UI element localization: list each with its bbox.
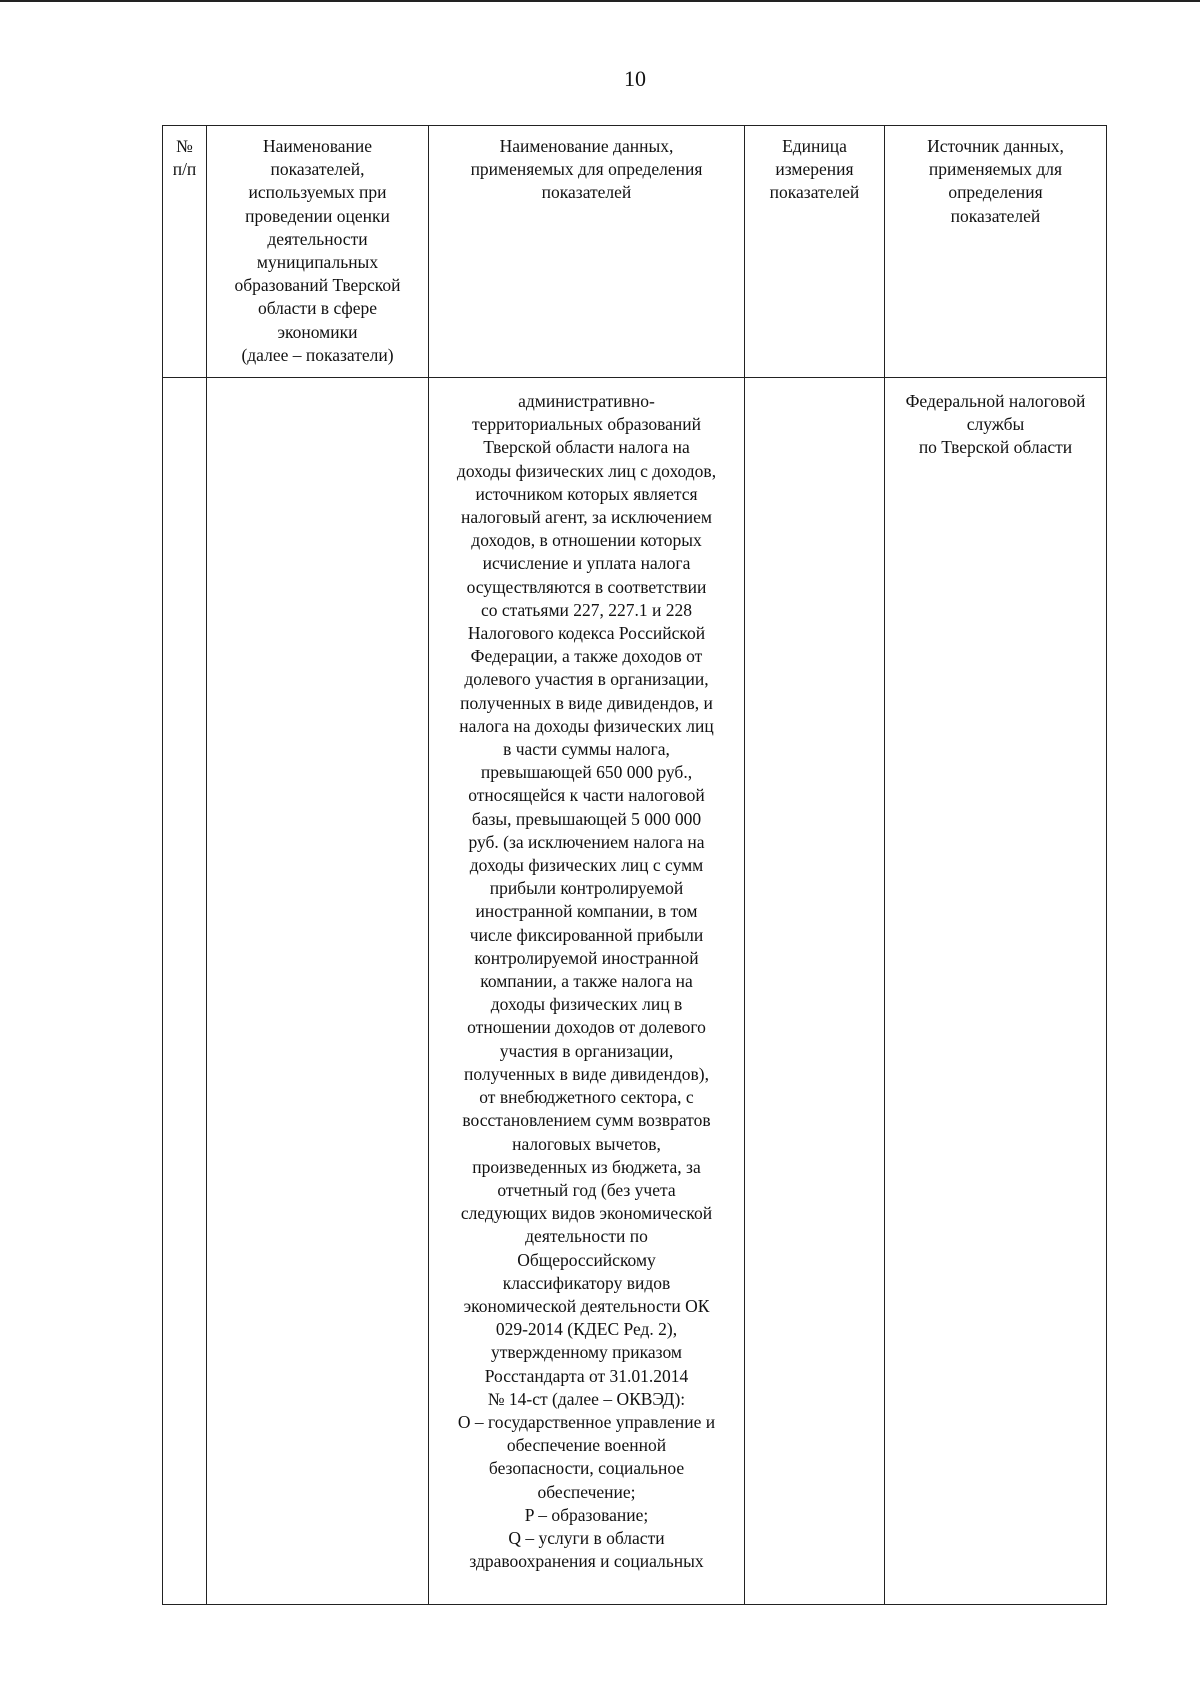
cell-source-text xyxy=(889,390,1102,460)
header-data-name xyxy=(429,126,745,378)
text-line: показателей xyxy=(950,205,1041,226)
text-line: области в сфере xyxy=(257,298,378,319)
header-unit xyxy=(745,126,885,378)
text-line: службы xyxy=(966,414,1025,435)
cell-indicator-name xyxy=(207,378,429,1605)
text-line: Федеральной налоговой xyxy=(905,391,1086,411)
text-line: классификатору видов xyxy=(502,1272,671,1293)
header-source-text xyxy=(889,135,1102,228)
text-line: муниципальных xyxy=(256,252,379,273)
cell-unit xyxy=(745,378,885,1605)
text-line: источником которых является xyxy=(475,483,698,504)
text-line: превышающей 650 000 руб., xyxy=(480,762,693,783)
text-line: измерения xyxy=(775,159,854,180)
table-header-row xyxy=(163,126,1107,378)
header-data-name-text xyxy=(433,135,740,205)
text-line: образований Тверской xyxy=(234,275,401,296)
header-source xyxy=(885,126,1107,378)
header-indicator-name xyxy=(207,126,429,378)
text-line: полученных в виде дивидендов), xyxy=(464,1063,709,1084)
text-line: деятельности xyxy=(267,228,368,249)
header-unit-text xyxy=(749,135,880,205)
text-line: долевого участия в организации, xyxy=(464,669,709,690)
cell-num xyxy=(163,378,207,1605)
text-line: компании, а также налога на xyxy=(480,971,693,992)
text-line: в части суммы налога, xyxy=(503,739,670,760)
text-line: экономики xyxy=(277,321,358,342)
text-line: № 14-ст (далее – ОКВЭД): xyxy=(487,1388,686,1409)
page-top-border xyxy=(0,0,1200,2)
text-line: контролируемой иностранной xyxy=(474,947,699,968)
text-line: (далее – показатели) xyxy=(241,344,394,365)
cell-source xyxy=(885,378,1107,1605)
text-line: Росстандарта от 31.01.2014 xyxy=(484,1365,689,1386)
text-line: P – образование; xyxy=(524,1504,649,1525)
text-line: относящейся к части налоговой xyxy=(468,785,705,806)
text-line: восстановлением сумм возвратов xyxy=(462,1110,711,1131)
text-line: от внебюджетного сектора, с xyxy=(479,1087,694,1108)
text-line: Федерации, а также доходов от xyxy=(470,646,703,667)
text-line: отчетный год (без учета xyxy=(497,1179,676,1200)
text-line: обеспечение; xyxy=(537,1481,636,1502)
text-line: применяемых для определения xyxy=(470,159,703,180)
text-line: со статьями 227, 227.1 и 228 xyxy=(480,599,693,620)
text-line: отношении доходов от долевого xyxy=(467,1017,706,1038)
text-line: Источник данных, xyxy=(927,136,1064,156)
text-line: участия в организации, xyxy=(499,1040,674,1061)
text-line: налоговый агент, за исключением xyxy=(461,507,712,528)
text-line: Наименование xyxy=(262,136,373,156)
text-line: Налогового кодекса Российской xyxy=(467,623,706,644)
header-num-text xyxy=(167,135,202,181)
text-line: п/п xyxy=(172,159,197,180)
text-line: № xyxy=(176,136,193,156)
text-line: показателей xyxy=(769,182,860,203)
text-line: доходы физических лиц в xyxy=(490,994,683,1015)
text-line: 029-2014 (КДЕС Ред. 2), xyxy=(495,1319,678,1340)
text-line: иностранной компании, в том xyxy=(475,901,698,922)
text-line: исчисление и уплата налога xyxy=(482,553,691,574)
text-line: Тверской области налога на xyxy=(483,437,690,458)
text-line: обеспечение военной xyxy=(506,1435,667,1456)
text-line: доходы физических лиц с доходов, xyxy=(456,460,717,481)
text-line: следующих видов экономической xyxy=(460,1203,713,1224)
text-line: административно- xyxy=(518,391,655,411)
text-line: доходы физических лиц с сумм xyxy=(469,855,704,876)
text-line: по Тверской области xyxy=(918,437,1073,458)
header-indicator-name-text xyxy=(211,135,424,367)
text-line: Единица xyxy=(782,136,847,156)
text-line: доходов, в отношении которых xyxy=(471,530,702,551)
text-line: утвержденному приказом xyxy=(491,1342,682,1363)
text-line: базы, превышающей 5 000 000 xyxy=(471,808,702,829)
text-line: Q – услуги в области xyxy=(508,1527,665,1548)
text-line: Общероссийскому xyxy=(517,1249,656,1270)
text-line: определения xyxy=(948,182,1043,203)
text-line: налога на доходы физических лиц xyxy=(459,715,714,736)
page-number: 10 xyxy=(624,66,646,91)
text-line: прибыли контролируемой xyxy=(489,878,684,899)
text-line: числе фиксированной прибыли xyxy=(469,924,704,945)
indicators-table xyxy=(162,125,1107,1605)
text-line: показателей, xyxy=(270,159,365,180)
text-line: произведенных из бюджета, за xyxy=(472,1156,701,1177)
header-num xyxy=(163,126,207,378)
text-line: Наименование данных, xyxy=(499,136,674,156)
cell-data-name xyxy=(429,378,745,1605)
text-line: полученных в виде дивидендов, и xyxy=(460,692,713,713)
text-line: безопасности, социальное xyxy=(488,1458,685,1479)
text-line: экономической деятельности ОК xyxy=(463,1295,710,1316)
text-line: руб. (за исключением налога на xyxy=(468,831,705,852)
text-line: осуществляются в соответствии xyxy=(466,576,707,597)
text-line: территориальных образований xyxy=(471,414,702,435)
text-line: проведении оценки xyxy=(245,205,390,226)
text-line: налоговых вычетов, xyxy=(512,1133,661,1154)
text-line: деятельности по xyxy=(525,1226,648,1247)
text-line: показателей xyxy=(541,182,632,203)
text-line: применяемых для xyxy=(928,159,1063,180)
text-line: здравоохранения и социальных xyxy=(469,1551,704,1572)
text-line: используемых при xyxy=(248,182,387,203)
cell-data-name-text xyxy=(433,390,740,1573)
table-row xyxy=(163,378,1107,1605)
text-line: O – государственное управление и xyxy=(457,1411,716,1432)
